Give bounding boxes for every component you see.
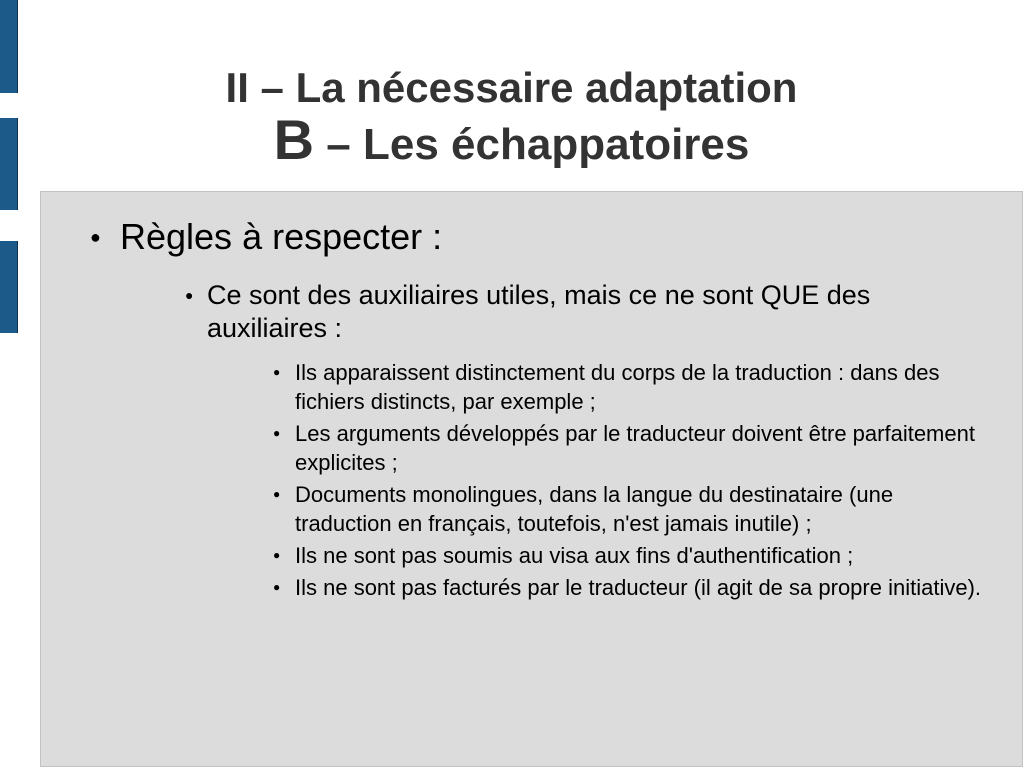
list-item [273,480,995,538]
side-decoration-bar-3 [0,241,18,333]
bullet-level-2 [185,279,947,345]
list-item [273,358,995,416]
list-item [273,419,995,477]
list-item [273,541,995,570]
list-item-text: Documents monolingues, dans la langue du destinataire (une traduction en français, toutefois, n'est jamais inutile) ; [295,482,894,536]
bullet-dot-icon: ● [273,548,281,562]
slide-title-section-letter: B [273,108,315,171]
bullet-dot-icon: ● [273,580,281,594]
bullet-dot-icon: ● [185,287,194,303]
bullet-dot-icon: ● [273,487,281,501]
list-item-text: Ils ne sont pas soumis au visa aux fins d'authentification ; [295,543,854,568]
bullet-level-1-text: Règles à respecter : [120,216,443,257]
slide-title-section-text: – Les échappatoires [314,120,750,169]
bullet-level-1 [90,214,980,260]
bullet-dot-icon: ● [273,365,281,379]
list-item-text: Les arguments développés par le traducteur doivent être parfaitement explicites ; [295,421,975,475]
bullet-level-3-list [273,358,995,605]
slide-title-line-1: II – La nécessaire adaptation [225,64,798,111]
list-item-text: Ils apparaissent distinctement du corps de la traduction : dans des fichiers distincts, par exemple ; [295,360,940,414]
slide-title-line-2 [0,108,1023,171]
bullet-level-2-text: Ce sont des auxiliaires utiles, mais ce ne sont QUE des auxiliaires : [207,280,871,343]
bullet-dot-icon: ● [90,227,101,247]
bullet-dot-icon: ● [273,426,281,440]
slide-title [0,62,1023,171]
list-item-text: Ils ne sont pas facturés par le traducteur (il agit de sa propre initiative). [295,575,982,600]
list-item [273,573,995,602]
